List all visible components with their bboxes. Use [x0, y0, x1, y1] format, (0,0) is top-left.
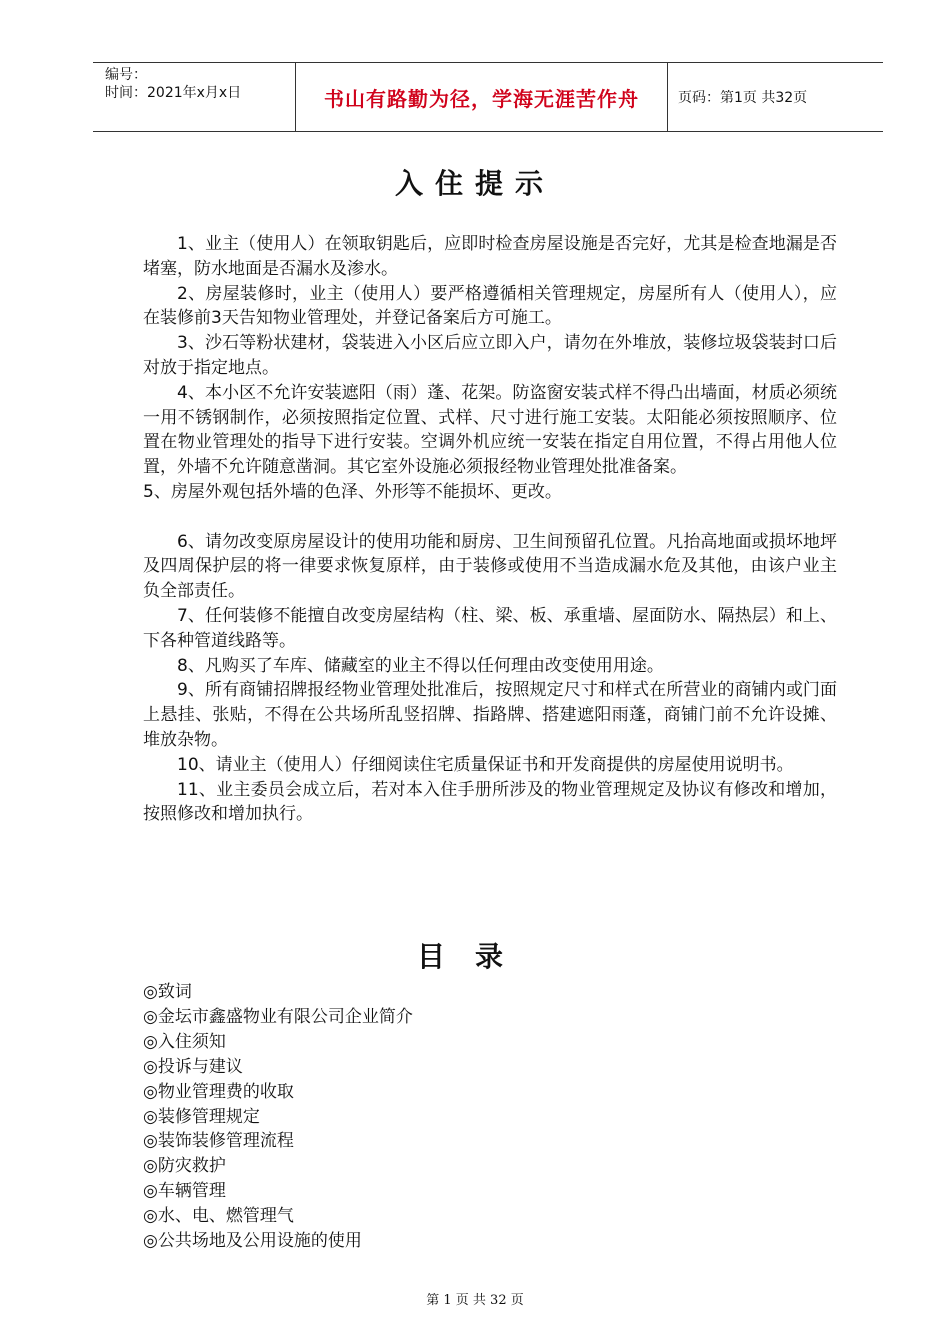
table-of-contents: [143, 980, 743, 1254]
header-page-info: 页码：第1页 共32页: [678, 90, 808, 106]
notice-body: [143, 232, 837, 827]
toc-item: ◎金坛市鑫盛物业有限公司企业简介: [143, 1006, 413, 1027]
time-label: 时间：2021年x月x日: [105, 85, 242, 101]
toc-item: ◎水、电、燃管理气: [143, 1206, 294, 1227]
notice-item: 1、业主（使用人）在领取钥匙后，应即时检查房屋设施是否完好，尤其是检查地漏是否堵塞，防水地面是否漏水及渗水。: [143, 234, 837, 279]
notice-item: 6、请勿改变原房屋设计的使用功能和厨房、卫生间预留孔位置。凡抬高地面或损坏地坪及四周保护层的将一律要求恢复原样，由于装修或使用不当造成漏水危及其他，由该户业主负全部责任。: [143, 531, 837, 602]
toc-item: ◎装饰装修管理流程: [143, 1131, 294, 1152]
toc-item: ◎投诉与建议: [143, 1056, 243, 1077]
notice-item: 9、所有商铺招牌报经物业管理处批准后，按照规定尺寸和样式在所营业的商铺内或门面上悬挂、张贴，不得在公共场所乱竖招牌、指路牌、搭建遮阳雨蓬，商铺门前不允许设摊、堆放杂物。: [143, 680, 837, 750]
notice-item: 3、沙石等粉状建材，袋装进入小区后应立即入户，请勿在外堆放，装修垃圾袋装封口后对放于指定地点。: [143, 333, 837, 378]
toc-title: 目录: [416, 940, 533, 973]
toc-item: ◎装修管理规定: [143, 1106, 260, 1127]
toc-item: ◎公共场地及公用设施的使用: [143, 1231, 362, 1252]
notice-title: 入住提示: [394, 167, 555, 200]
notice-item: 4、本小区不允许安装遮阳（雨）蓬、花架。防盗窗安装式样不得凸出墙面，材质必须统一用不锈钢制作，必须按照指定位置、式样、尺寸进行施工安装。太阳能必须按照顺序、位置在物业管理处的指导下进行安装。空调外机应统一安装在指定自用位置，不得占用他人位置，外墙不允许随意凿洞。其它室外设施必须报经物业管理处批准备案。: [143, 382, 837, 478]
toc-item: ◎物业管理费的收取: [143, 1081, 294, 1102]
page-header: [93, 62, 883, 132]
toc-item: ◎车辆管理: [143, 1181, 226, 1202]
toc-item: ◎致词: [143, 982, 192, 1002]
header-meta: [93, 63, 295, 131]
page-footer: 第 1 页 共 32 页: [426, 1293, 524, 1308]
header-motto: 书山有路勤为径，学海无涯苦作舟: [295, 63, 668, 131]
notice-item: 10、请业主（使用人）仔细阅读住宅质量保证书和开发商提供的房屋使用说明书。: [177, 754, 794, 775]
number-label: 编号：: [105, 67, 147, 83]
notice-item: 8、凡购买了车库、储藏室的业主不得以任何理由改变使用用途。: [177, 655, 664, 676]
toc-item: ◎入住须知: [143, 1031, 226, 1052]
notice-item: 7、任何装修不能擅自改变房屋结构（柱、梁、板、承重墙、屋面防水、隔热层）和上、下各种管道线路等。: [143, 605, 837, 651]
toc-item: ◎防灾救护: [143, 1156, 226, 1177]
notice-item: 2、房屋装修时，业主（使用人）要严格遵循相关管理规定，房屋所有人（使用人），应在装修前3天告知物业管理处，并登记备案后方可施工。: [143, 283, 837, 329]
notice-item: 11、业主委员会成立后，若对本入住手册所涉及的物业管理规定及协议有修改和增加，按照修改和增加执行。: [143, 779, 837, 825]
notice-item: 5、房屋外观包括外墙的色泽、外形等不能损坏、更改。: [143, 481, 562, 502]
